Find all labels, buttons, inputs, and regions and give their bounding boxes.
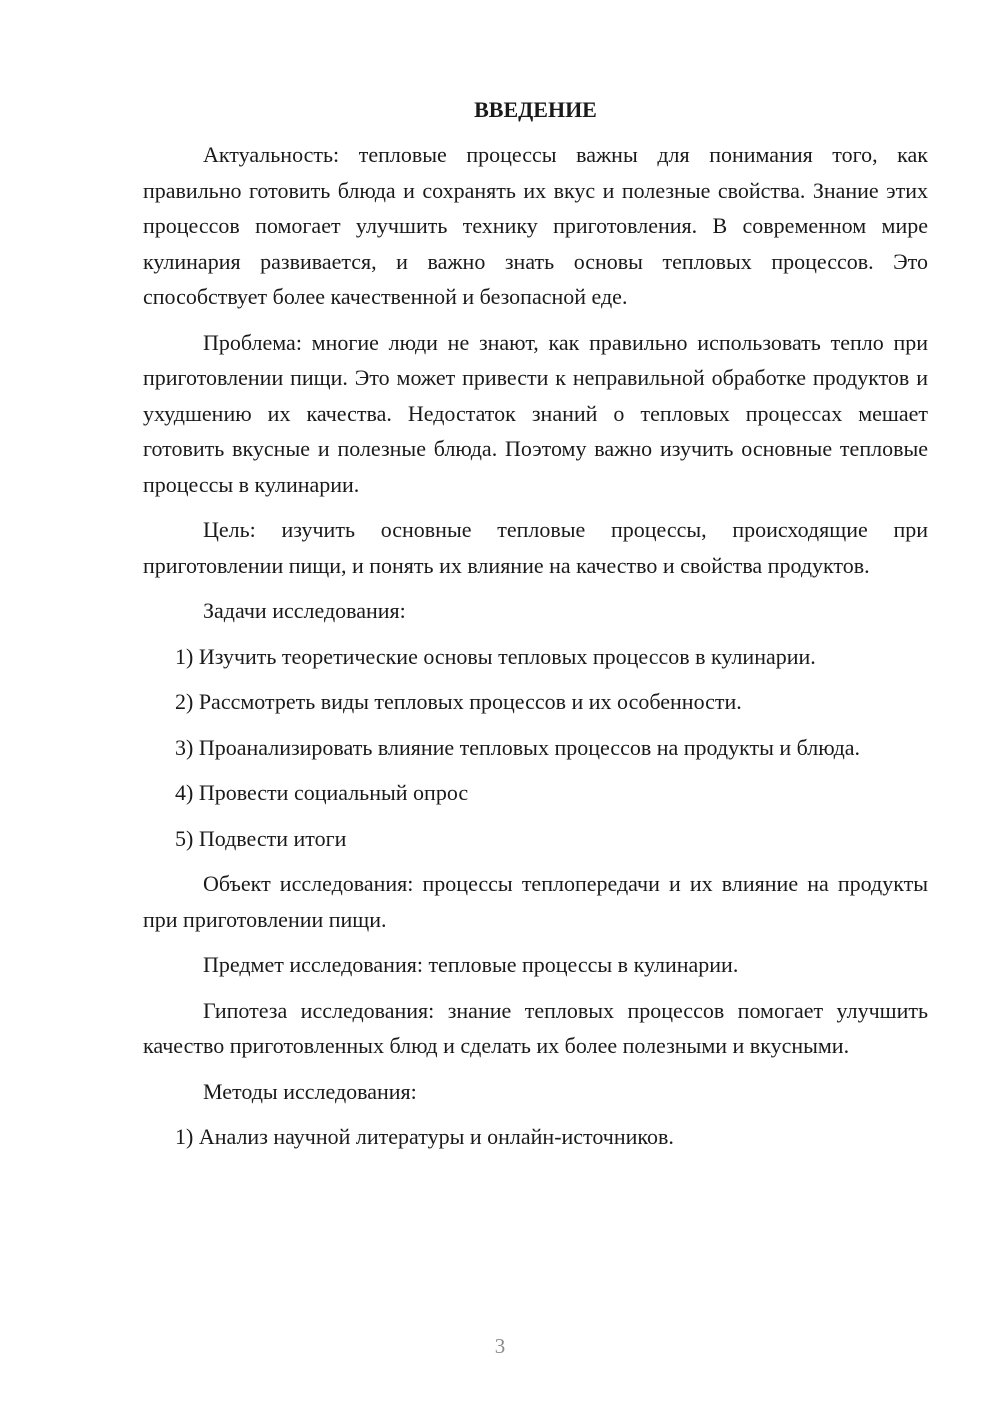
task-item-5: 5) Подвести итоги [175,825,347,851]
method-item-1: 1) Анализ научной литературы и онлайн-источников. [175,1124,674,1149]
task-item-3: 3) Проанализировать влияние тепловых процессов на продукты и блюда. [175,734,861,760]
tasks-heading: Задачи исследования: [203,598,406,623]
object-paragraph: Объект исследования: процессы теплопередачи и их влияние на продукты при приготовлении пищи. [143,871,928,932]
problem-paragraph: Проблема: многие люди не знают, как правильно использовать тепло при приготовлении пищи. Это может привести к неправильной обработке продуктов и ухудшению их качества. Недостаток знаний о тепловых процессах мешает готовить вкусные и полезные блюда. Поэтому важно изучить основные тепловые процессы в кулинарии. [143,329,928,497]
page-content [143,92,928,1165]
relevance-paragraph: Актуальность: тепловые процессы важны для понимания того, как правильно готовить блюда и сохранять их вкус и полезные свойства. Знание этих процессов помогает улучшить технику приготовления. В современном мире кулинария развивается, и важно знать основы тепловых процессов. Это способствует более качественной и безопасной еде. [143,142,928,309]
page-number: 3 [494,1334,506,1358]
task-item-2: 2) Рассмотреть виды тепловых процессов и их особенности. [175,689,742,714]
task-item-1: 1) Изучить теоретические основы тепловых процессов в кулинарии. [175,643,816,669]
section-title: ВВЕДЕНИЕ [474,97,597,122]
hypothesis-paragraph: Гипотеза исследования: знание тепловых процессов помогает улучшить качество приготовленных блюд и сделать их более полезными и вкусными. [143,997,928,1058]
methods-heading: Методы исследования: [203,1078,417,1104]
subject-paragraph: Предмет исследования: тепловые процессы в кулинарии. [203,952,739,977]
task-item-4: 4) Провести социальный опрос [175,780,469,805]
goal-paragraph: Цель: изучить основные тепловые процессы, происходящие при приготовлении пищи, и понять их влияние на качество и свойства продуктов. [143,517,928,578]
